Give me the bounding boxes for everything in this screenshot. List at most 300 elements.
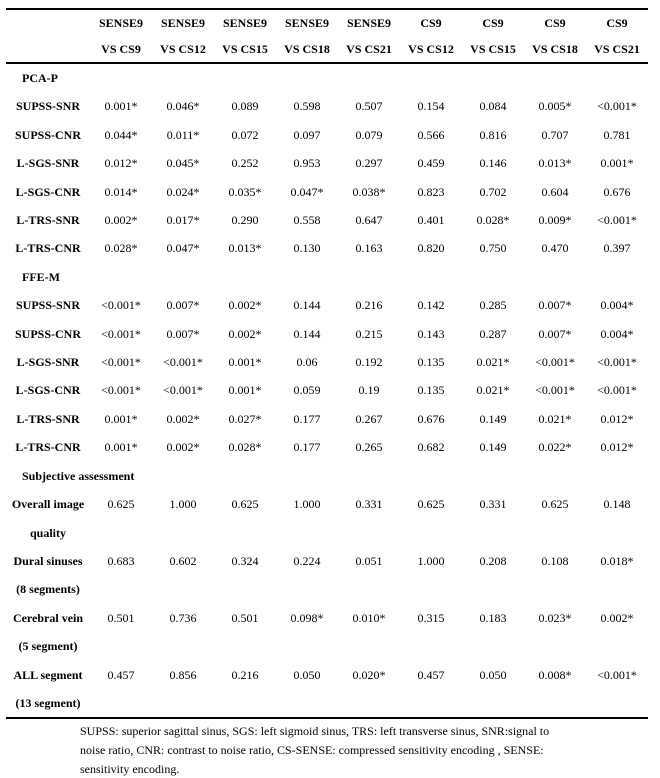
p-value-cell — [214, 149, 276, 177]
p-value: 0.044* — [104, 127, 138, 142]
row-label-line1: L-SGS-CNR — [15, 383, 81, 398]
row-label-line2: quality — [29, 525, 66, 540]
p-value-cell — [276, 433, 338, 461]
p-value-cell — [400, 234, 462, 262]
table-row — [6, 149, 648, 177]
p-value: 0.315 — [417, 610, 445, 625]
p-value-cell — [90, 490, 152, 547]
p-value: 0.676 — [417, 411, 445, 426]
p-value-cell — [586, 320, 648, 348]
p-value-cell — [400, 121, 462, 149]
column-header — [400, 9, 462, 63]
p-value-cell — [276, 661, 338, 719]
p-value-cell — [586, 604, 648, 661]
row-label — [6, 178, 90, 206]
table-row — [6, 320, 648, 348]
p-value-cell — [462, 149, 524, 177]
p-value: <0.001* — [597, 355, 637, 370]
p-value: 0.625 — [541, 497, 569, 512]
row-label-line2: (8 segments) — [16, 582, 80, 597]
p-value-cell — [524, 320, 586, 348]
p-value: <0.001* — [535, 383, 575, 398]
p-value-cell — [400, 405, 462, 433]
p-value: 0.047* — [290, 184, 324, 199]
p-value-cell — [586, 291, 648, 319]
p-value-cell — [524, 149, 586, 177]
p-value-cell — [400, 604, 462, 661]
row-label — [6, 92, 90, 120]
p-value-cell — [586, 661, 648, 719]
table-row — [6, 92, 648, 120]
p-value: 0.953 — [293, 156, 321, 171]
p-value-cell — [90, 348, 152, 376]
p-value: 0.856 — [169, 667, 197, 682]
p-value: 1.000 — [417, 553, 445, 568]
row-label — [6, 348, 90, 376]
p-value: 0.012* — [600, 411, 634, 426]
p-value: 0.021* — [476, 355, 510, 370]
p-value-cell — [276, 405, 338, 433]
p-value: 1.000 — [169, 497, 197, 512]
p-value: 0.024* — [166, 184, 200, 199]
p-value-cell — [152, 320, 214, 348]
p-value: 0.098* — [290, 610, 324, 625]
p-value-cell — [276, 178, 338, 206]
p-value-cell — [276, 320, 338, 348]
p-value-cell — [524, 405, 586, 433]
p-value-cell — [152, 661, 214, 719]
p-value: 0.050 — [479, 667, 507, 682]
p-value: 0.19 — [358, 383, 380, 398]
p-value: 0.108 — [541, 553, 569, 568]
p-value-cell — [276, 121, 338, 149]
p-value: <0.001* — [535, 355, 575, 370]
row-label — [6, 547, 90, 604]
row-label-line1: Dural sinuses — [13, 553, 83, 568]
p-value-cell — [524, 490, 586, 547]
row-label-line1: L-SGS-CNR — [15, 184, 81, 199]
row-label — [6, 121, 90, 149]
p-value-cell — [462, 433, 524, 461]
p-value: 0.017* — [166, 213, 200, 228]
p-value-table — [6, 8, 648, 719]
p-value: 0.470 — [541, 241, 569, 256]
p-value-cell — [586, 490, 648, 547]
p-value: 0.750 — [479, 241, 507, 256]
p-value-cell — [462, 376, 524, 404]
p-value: 0.625 — [107, 497, 135, 512]
p-value-cell — [462, 604, 524, 661]
column-header-line2: VS CS15 — [222, 42, 268, 56]
p-value-cell — [586, 178, 648, 206]
p-value-cell — [338, 206, 400, 234]
p-value-cell — [152, 149, 214, 177]
p-value: 0.144 — [293, 326, 321, 341]
p-value-cell — [462, 661, 524, 719]
p-value: 0.146 — [479, 156, 507, 171]
p-value: 0.457 — [417, 667, 445, 682]
p-value: 0.265 — [355, 440, 383, 455]
header-row — [6, 9, 648, 63]
p-value-cell — [152, 405, 214, 433]
p-value-cell — [152, 206, 214, 234]
p-value-cell — [90, 661, 152, 719]
p-value: 0.287 — [479, 326, 507, 341]
p-value-cell — [90, 234, 152, 262]
p-value: 0.002* — [600, 610, 634, 625]
p-value: <0.001* — [597, 99, 637, 114]
p-value-cell — [90, 320, 152, 348]
p-value: 0.007* — [538, 326, 572, 341]
p-value: 0.290 — [231, 213, 259, 228]
p-value-cell — [90, 547, 152, 604]
p-value: 0.028* — [228, 440, 262, 455]
p-value: 0.004* — [600, 326, 634, 341]
table-row — [6, 604, 648, 661]
p-value: 0.079 — [355, 127, 383, 142]
p-value-cell — [400, 291, 462, 319]
row-label — [6, 234, 90, 262]
p-value-cell — [524, 291, 586, 319]
p-value-cell — [152, 348, 214, 376]
p-value: 0.001* — [228, 355, 262, 370]
p-value: 0.051 — [355, 553, 383, 568]
p-value-cell — [400, 149, 462, 177]
p-value-cell — [462, 92, 524, 120]
p-value-cell — [400, 547, 462, 604]
p-value-cell — [400, 433, 462, 461]
p-value-cell — [90, 121, 152, 149]
table-row — [6, 405, 648, 433]
column-header-line2: VS CS9 — [101, 42, 141, 56]
p-value: 0.781 — [603, 127, 631, 142]
p-value-cell — [276, 291, 338, 319]
p-value: 0.002* — [228, 326, 262, 341]
p-value-cell — [524, 661, 586, 719]
p-value-cell — [276, 348, 338, 376]
p-value-cell — [90, 178, 152, 206]
p-value-cell — [462, 121, 524, 149]
p-value: 0.009* — [538, 213, 572, 228]
p-value-cell — [338, 376, 400, 404]
p-value: 0.331 — [479, 497, 507, 512]
p-value-cell — [152, 92, 214, 120]
p-value-cell — [214, 376, 276, 404]
p-value: <0.001* — [101, 383, 141, 398]
p-value-cell — [276, 206, 338, 234]
table-row — [6, 178, 648, 206]
p-value: 0.816 — [479, 127, 507, 142]
p-value: 0.001* — [104, 411, 138, 426]
p-value: 0.007* — [538, 298, 572, 313]
p-value-cell — [586, 206, 648, 234]
p-value-cell — [90, 149, 152, 177]
p-value-cell — [524, 348, 586, 376]
p-value: 0.507 — [355, 99, 383, 114]
p-value: 0.014* — [104, 184, 138, 199]
p-value: <0.001* — [101, 355, 141, 370]
p-value-cell — [400, 376, 462, 404]
p-value-cell — [276, 490, 338, 547]
p-value-cell — [152, 547, 214, 604]
p-value: <0.001* — [163, 383, 203, 398]
p-value-cell — [524, 547, 586, 604]
p-value: <0.001* — [101, 326, 141, 341]
row-label-line2: (13 segment) — [15, 695, 81, 710]
p-value-cell — [276, 376, 338, 404]
p-value-cell — [90, 376, 152, 404]
p-value: 0.558 — [293, 213, 321, 228]
p-value-cell — [214, 348, 276, 376]
section-row — [6, 63, 648, 92]
p-value-cell — [400, 348, 462, 376]
p-value-cell — [152, 604, 214, 661]
p-value: 0.135 — [417, 383, 445, 398]
p-value: 0.142 — [417, 298, 445, 313]
column-header — [90, 9, 152, 63]
section-title: FFE-M — [22, 269, 60, 284]
row-label — [6, 433, 90, 461]
table-row — [6, 206, 648, 234]
p-value: 0.267 — [355, 411, 383, 426]
row-label-line1: SUPSS-SNR — [15, 298, 81, 313]
p-value-cell — [152, 490, 214, 547]
row-label-line1: L-TRS-SNR — [16, 213, 80, 228]
p-value: 0.736 — [169, 610, 197, 625]
p-value-cell — [400, 178, 462, 206]
p-value: 0.154 — [417, 99, 445, 114]
footnote-line: noise ratio, CNR: contrast to noise ratio, CS-SENSE: compressed sensitivity encoding , SENSE: — [80, 743, 544, 758]
table-row — [6, 376, 648, 404]
p-value: 0.059 — [293, 383, 321, 398]
column-header-line2: VS CS12 — [160, 42, 206, 56]
p-value-cell — [586, 121, 648, 149]
p-value-cell — [524, 604, 586, 661]
p-value: 0.028* — [104, 241, 138, 256]
p-value-cell — [214, 490, 276, 547]
table-row — [6, 121, 648, 149]
column-header — [214, 9, 276, 63]
p-value-cell — [152, 433, 214, 461]
row-label-line1: SUPSS-CNR — [14, 127, 81, 142]
p-value-cell — [338, 291, 400, 319]
section-title: PCA-P — [22, 71, 58, 85]
p-value: 0.002* — [104, 213, 138, 228]
row-label — [6, 291, 90, 319]
section-row — [6, 462, 648, 490]
p-value: 0.598 — [293, 99, 321, 114]
p-value: 0.045* — [166, 156, 200, 171]
p-value: 0.224 — [293, 553, 321, 568]
row-label — [6, 490, 90, 547]
p-value: 0.192 — [355, 355, 383, 370]
p-value-cell — [462, 178, 524, 206]
column-header-line1: SENSE9 — [284, 16, 330, 30]
p-value-cell — [462, 320, 524, 348]
row-label-line1: Cerebral vein — [12, 610, 84, 625]
p-value-cell — [214, 405, 276, 433]
table-row — [6, 433, 648, 461]
p-value-cell — [276, 234, 338, 262]
p-value: 0.046* — [166, 99, 200, 114]
p-value-cell — [586, 92, 648, 120]
row-label-line1: Overall image — [11, 497, 85, 512]
p-value-cell — [152, 178, 214, 206]
p-value: 0.163 — [355, 241, 383, 256]
row-label-line1: L-SGS-SNR — [16, 156, 80, 171]
p-value: 0.183 — [479, 610, 507, 625]
p-value: 0.001* — [104, 99, 138, 114]
p-value-cell — [276, 92, 338, 120]
section-title: Subjective assessment — [22, 468, 135, 483]
p-value-cell — [400, 661, 462, 719]
row-label-line1: L-TRS-CNR — [15, 241, 81, 256]
p-value-cell — [214, 433, 276, 461]
row-label — [6, 206, 90, 234]
p-value-cell — [524, 234, 586, 262]
p-value: 0.216 — [231, 667, 259, 682]
p-value: 0.028* — [476, 213, 510, 228]
row-label-line1: L-TRS-SNR — [16, 411, 80, 426]
footnote — [80, 722, 660, 778]
p-value-cell — [214, 661, 276, 719]
p-value-cell — [338, 547, 400, 604]
p-value: 0.022* — [538, 440, 572, 455]
row-label-line1: SUPSS-CNR — [14, 326, 81, 341]
p-value: 0.457 — [107, 667, 135, 682]
p-value: 1.000 — [293, 497, 321, 512]
p-value: 0.012* — [600, 440, 634, 455]
p-value-cell — [586, 234, 648, 262]
column-header-line2: VS CS18 — [284, 42, 330, 56]
p-value: 0.050 — [293, 667, 321, 682]
column-header — [524, 9, 586, 63]
p-value: 0.001* — [104, 440, 138, 455]
p-value-cell — [338, 178, 400, 206]
p-value: 0.047* — [166, 241, 200, 256]
p-value-cell — [338, 604, 400, 661]
p-value: 0.004* — [600, 298, 634, 313]
p-value-cell — [90, 405, 152, 433]
p-value: 0.297 — [355, 156, 383, 171]
column-header-line1: SENSE9 — [346, 16, 392, 30]
row-label — [6, 604, 90, 661]
p-value: 0.013* — [228, 241, 262, 256]
p-value: 0.566 — [417, 127, 445, 142]
p-value: 0.072 — [231, 127, 259, 142]
p-value-cell — [338, 92, 400, 120]
p-value-cell — [524, 376, 586, 404]
p-value-cell — [462, 547, 524, 604]
p-value: 0.820 — [417, 241, 445, 256]
row-label — [6, 376, 90, 404]
p-value: 0.097 — [293, 127, 321, 142]
p-value-cell — [400, 92, 462, 120]
p-value: 0.084 — [479, 99, 507, 114]
p-value: <0.001* — [163, 355, 203, 370]
p-value: 0.148 — [603, 497, 631, 512]
p-value: 0.020* — [352, 667, 386, 682]
table-row — [6, 490, 648, 547]
p-value: <0.001* — [597, 667, 637, 682]
p-value: 0.215 — [355, 326, 383, 341]
p-value-cell — [338, 405, 400, 433]
column-header-line2: VS CS18 — [532, 42, 578, 56]
p-value: 0.007* — [166, 298, 200, 313]
p-value-cell — [586, 376, 648, 404]
p-value-cell — [586, 405, 648, 433]
p-value: 0.149 — [479, 411, 507, 426]
p-value-cell — [152, 234, 214, 262]
p-value: 0.208 — [479, 553, 507, 568]
column-header-line1: CS9 — [420, 16, 442, 30]
p-value: <0.001* — [597, 213, 637, 228]
p-value-cell — [214, 121, 276, 149]
p-value: 0.06 — [296, 355, 318, 370]
p-value: 0.625 — [417, 497, 445, 512]
p-value: 0.001* — [228, 383, 262, 398]
column-header-line1: SENSE9 — [222, 16, 268, 30]
p-value-cell — [338, 433, 400, 461]
table-row — [6, 291, 648, 319]
p-value: 0.602 — [169, 553, 197, 568]
p-value-cell — [214, 178, 276, 206]
p-value: 0.038* — [352, 184, 386, 199]
p-value-cell — [90, 604, 152, 661]
p-value-cell — [90, 92, 152, 120]
p-value: 0.625 — [231, 497, 259, 512]
p-value: 0.005* — [538, 99, 572, 114]
column-header — [152, 9, 214, 63]
p-value: 0.401 — [417, 213, 445, 228]
p-value-cell — [338, 149, 400, 177]
p-value-cell — [462, 490, 524, 547]
p-value: 0.285 — [479, 298, 507, 313]
p-value-cell — [152, 376, 214, 404]
p-value: 0.007* — [166, 326, 200, 341]
p-value: 0.149 — [479, 440, 507, 455]
p-value: 0.027* — [228, 411, 262, 426]
column-header-line1: CS9 — [544, 16, 566, 30]
p-value-cell — [462, 348, 524, 376]
column-header-line2: VS CS15 — [470, 42, 516, 56]
p-value: 0.177 — [293, 411, 321, 426]
p-value: <0.001* — [597, 383, 637, 398]
footnote-line: sensitivity encoding. — [80, 762, 180, 777]
column-header — [586, 9, 648, 63]
p-value: 0.823 — [417, 184, 445, 199]
p-value: 0.008* — [538, 667, 572, 682]
column-header-line1: CS9 — [482, 16, 504, 30]
p-value-cell — [214, 206, 276, 234]
p-value: 0.501 — [107, 610, 135, 625]
p-value: 0.011* — [166, 127, 200, 142]
p-value: 0.002* — [166, 411, 200, 426]
p-value: 0.501 — [231, 610, 259, 625]
p-value-cell — [400, 490, 462, 547]
p-value: 0.683 — [107, 553, 135, 568]
p-value-cell — [338, 320, 400, 348]
row-label-line1: SUPSS-SNR — [15, 99, 81, 114]
column-header-line2: VS CS12 — [408, 42, 454, 56]
column-header — [462, 9, 524, 63]
p-value-cell — [338, 234, 400, 262]
p-value-cell — [90, 291, 152, 319]
table-body — [6, 63, 648, 718]
p-value-cell — [338, 490, 400, 547]
p-value-cell — [214, 234, 276, 262]
p-value: 0.021* — [538, 411, 572, 426]
